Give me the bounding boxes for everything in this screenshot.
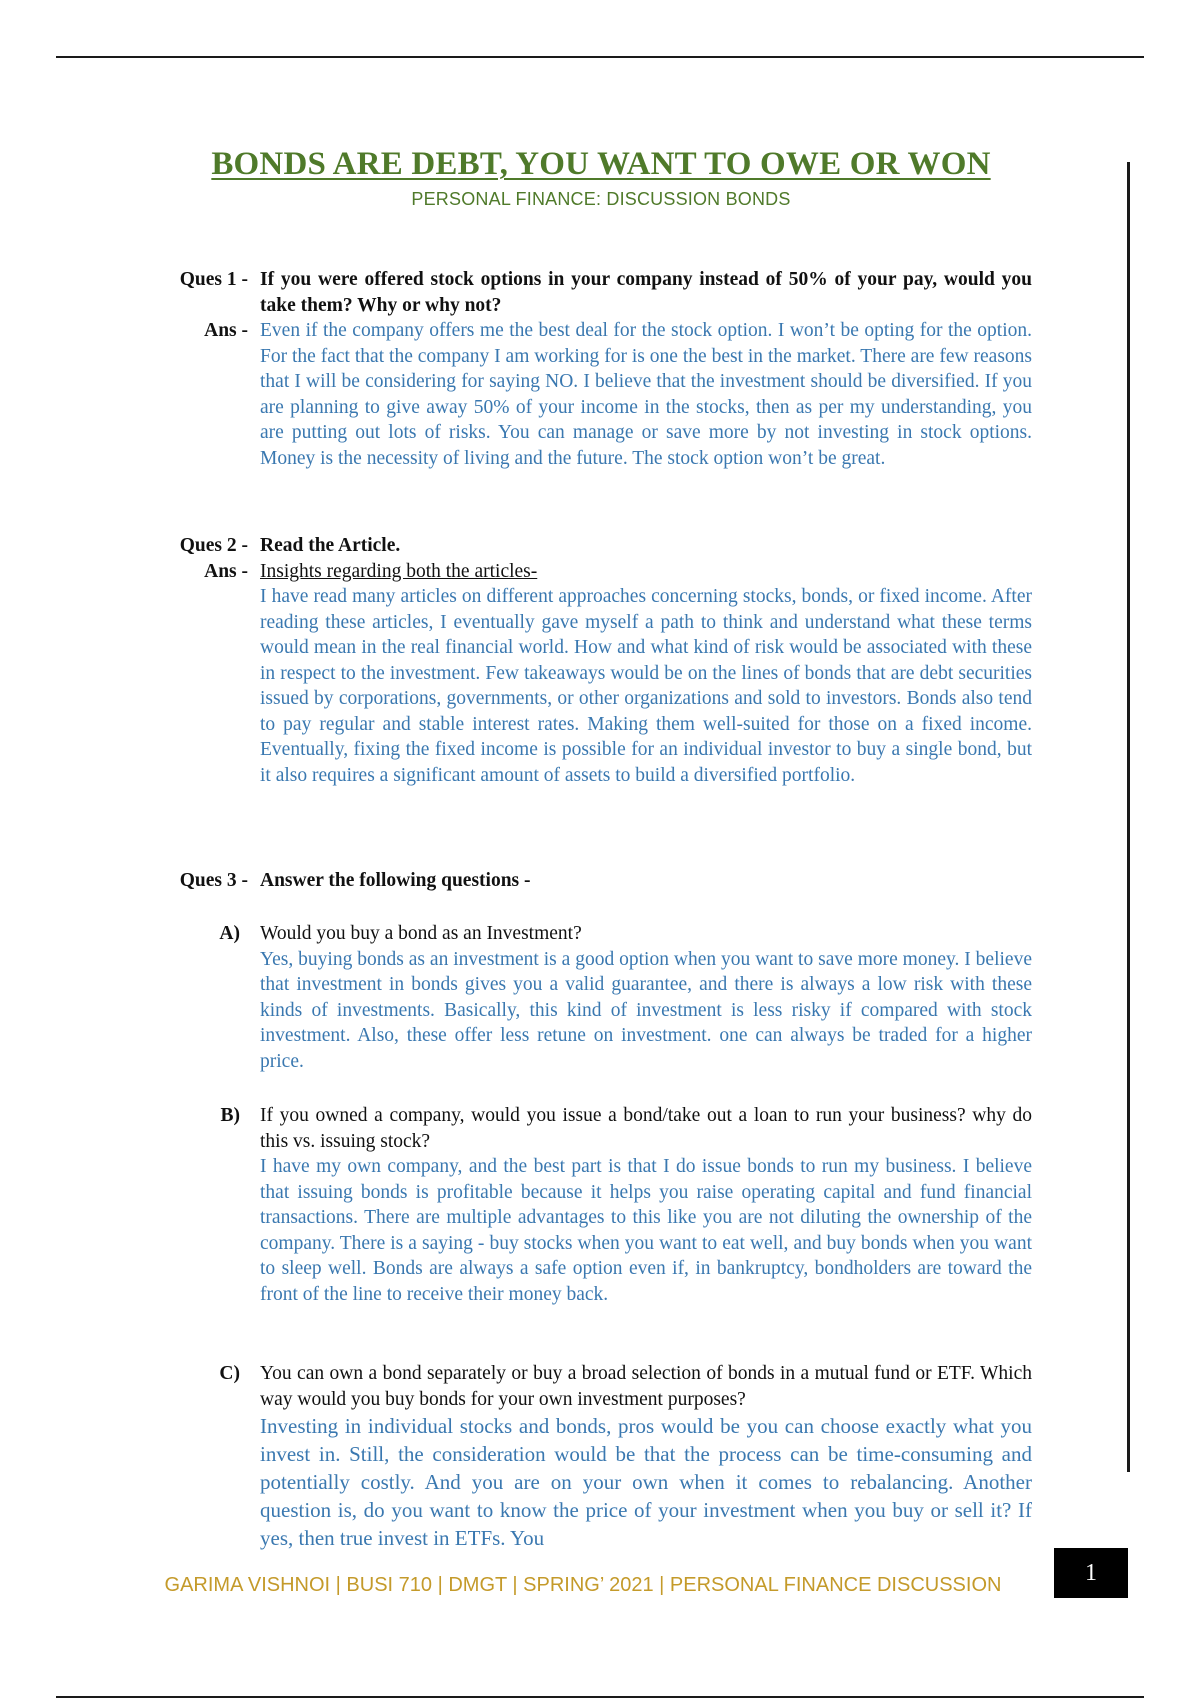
answer-2-text: I have read many articles on different approaches concerning stocks, bonds, or fixed income. After reading these articles, I eventually gave myself a path to think and understand what these terms would mean in the real financial world. How and what kind of risk would be associated with these in respect to the investment. Few takeaways would be on the lines of bonds that are debt securities issued by corporations, governments, or other organizations and sold to investors. Bonds also tend to pay regular and stable interest rates. Making them well-suited for those on a fixed income. Eventually, fixing the fixed income is possible for an individual investor to buy a single bond, but it also requires a significant amount of assets to build a diversified portfolio. (260, 586, 1032, 786)
question-2-text: Read the Article. (260, 535, 401, 556)
question-1-text: If you were offered stock options in your company instead of 50% of your pay, would you take them? Why or why not? (260, 269, 1032, 316)
document-subtitle: PERSONAL FINANCE: DISCUSSION BONDS (411, 189, 791, 209)
answer-1-label: Ans - (204, 320, 248, 341)
answer-2-label: Ans - (204, 560, 248, 582)
question-3-text: Answer the following questions - (260, 870, 531, 891)
document-title: BONDS ARE DEBT, YOU WANT TO OWE OR WON (211, 146, 991, 182)
sub-question-b-label: B) (220, 1105, 240, 1126)
top-rule (56, 56, 1144, 58)
bottom-rule (56, 1696, 1144, 1698)
answer-1-text: Even if the company offers me the best deal for the stock option. I won’t be opting for the option. For the fact that the company I am working for is one the best in the market. There are few reasons that I will be considering for saying NO. I believe that the investment should be diversified. If you are planning to give away 50% of your income in the stocks, then as per my understanding, you are putting out lots of risks. You can manage or save more by not investing in stock options. Money is the necessity of living and the future. The stock option won’t be great. (260, 320, 1032, 469)
page-number: 1 (1054, 1548, 1128, 1598)
sub-question-b (160, 1103, 1032, 1307)
question-2 (160, 533, 1032, 788)
question-3-label: Ques 3 - (179, 870, 248, 891)
sub-question-c-label: C) (219, 1363, 240, 1384)
sub-answer-c-text: Investing in individual stocks and bonds, pros would be you can choose exactly what you invest in. Still, the consideration would be that the process can be time-consuming and potentially costly. And you are on your own when it comes to rebalancing. Another question is, do you want to know the price of your investment when you buy or sell it? If yes, then true invest in ETFs. You (260, 1414, 1032, 1550)
question-1 (160, 267, 1032, 471)
sub-question-b-text: If you owned a company, would you issue a bond/take out a loan to run your business? why do this vs. issuing stock? (260, 1105, 1032, 1152)
right-margin-bar (1127, 162, 1130, 1472)
question-3 (160, 868, 1032, 894)
sub-question-c-text: You can own a bond separately or buy a broad selection of bonds in a mutual fund or ETF. Which way would you buy bonds for your own investment purposes? (260, 1363, 1032, 1410)
sub-question-c (160, 1361, 1032, 1552)
insights-heading: Insights regarding both the articles- (260, 560, 538, 582)
sub-answer-b-text: I have my own company, and the best part is that I do issue bonds to run my business. I believe that issuing bonds is profitable because it helps you raise operating capital and fund financial transactions. There are multiple advantages to this like you are not diluting the ownership of the company. There is a saying - buy stocks when you want to eat well, and buy bonds when you want to sleep well. Bonds are always a safe option even if, in bankruptcy, bondholders are toward the front of the line to receive their money back. (260, 1156, 1032, 1305)
sub-question-a (160, 921, 1032, 1074)
question-1-label: Ques 1 - (179, 269, 248, 290)
sub-question-a-text: Would you buy a bond as an Investment? (260, 923, 582, 944)
sub-answer-a-text: Yes, buying bonds as an investment is a good option when you want to save more money. I believe that investment in bonds gives you a valid guarantee, and there is always a low risk with these kinds of investments. Basically, this kind of investment is less risky if compared with stock investment. Also, these offer less retune on investment. one can always be traded for a higher price. (260, 948, 1032, 1072)
question-2-label: Ques 2 - (179, 535, 248, 556)
footer-text: GARIMA VISHNOI | BUSI 710 | DMGT | SPRING’ 2021 | PERSONAL FINANCE DISCUSSION (164, 1574, 1002, 1596)
sub-question-a-label: A) (219, 923, 240, 944)
